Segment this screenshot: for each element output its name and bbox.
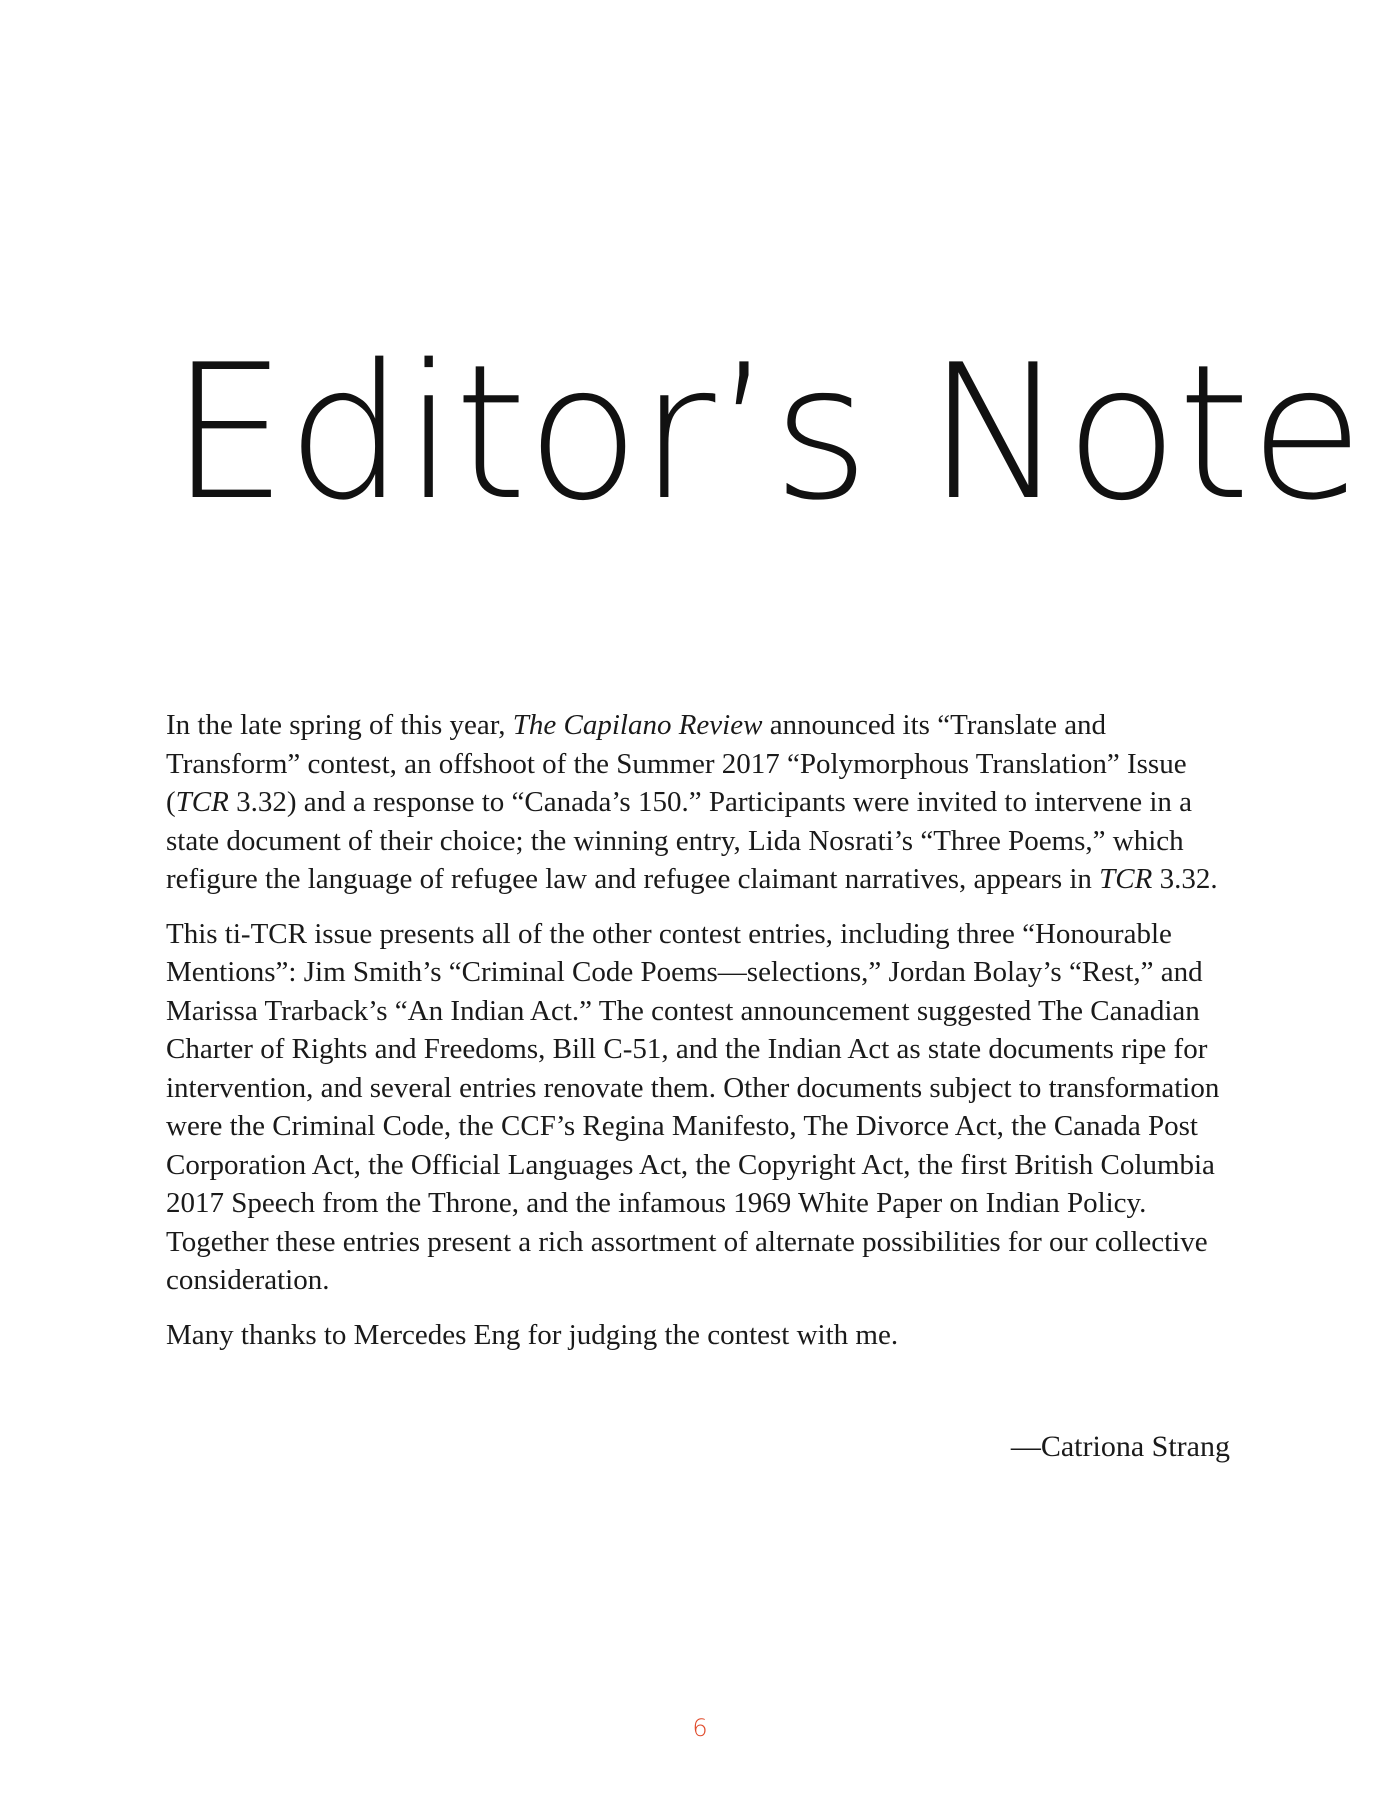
paragraph-3: Many thanks to Mercedes Eng for judging the contest with me.	[166, 1318, 899, 1351]
signature: —Catriona Strang	[1010, 1430, 1230, 1463]
journal-title: The Capilano Review	[512, 709, 763, 741]
paragraph-1-text-a: In the late spring of this year,	[166, 709, 513, 741]
paragraph-1-text-d: 3.32.	[1152, 863, 1218, 895]
tcr-abbrev-2: TCR	[1099, 863, 1153, 895]
paragraph-1-text-b: announced its “Translate and Transform” contest, an offshoot of the Summer 2017 “Polymorphous Translation” Issue (	[166, 709, 1187, 818]
editor-note-body	[166, 706, 1246, 1370]
paragraph-1-text-c: 3.32) and a response to “Canada’s 150.” Participants were invited to intervene in a state document of their choice; the winning entry, Lida Nosrati’s “Three Poems,” which refigure the language of refugee law and refugee claimant narratives, appears in	[166, 786, 1193, 895]
page-number: 6	[692, 1714, 708, 1742]
paragraph-2: This ti-TCR issue presents all of the other contest entries, including three “Honourable Mentions”: Jim Smith’s “Criminal Code Poems—selections,” Jordan Bolay’s “Rest,” and Marissa Trarback’s “An Indian Act.” The contest announcement suggested The Canadian Charter of Rights and Freedoms, Bill C-51, and the Indian Act as state documents ripe for intervention, and several entries renovate them. Other documents subject to transformation were the Criminal Code, the CCF’s Regina Manifesto, The Divorce Act, the Canada Post Corporation Act, the Official Languages Act, the Copyright Act, the first British Columbia 2017 Speech from the Throne, and the infamous 1969 White Paper on Indian Policy. Together these entries present a rich assortment of alternate possibilities for our collective consideration.	[166, 917, 1220, 1296]
page-title: Editor’s Note	[170, 324, 1363, 541]
paragraph-1	[166, 706, 1246, 899]
tcr-abbrev-1: TCR	[175, 786, 229, 818]
